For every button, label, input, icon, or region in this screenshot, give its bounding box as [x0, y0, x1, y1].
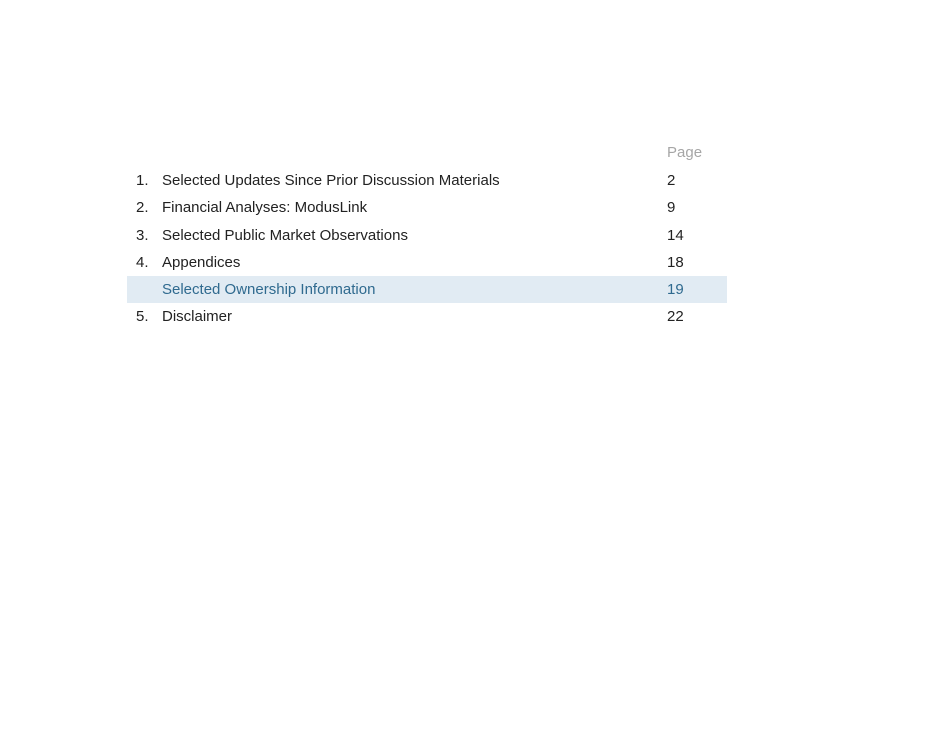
toc-entry-1[interactable]: [127, 167, 727, 194]
toc-entry-number: 1.: [136, 172, 149, 189]
toc-header: [127, 140, 727, 167]
toc-entry-selected-ownership[interactable]: [127, 276, 727, 303]
toc-entry-title: Selected Public Market Observations: [162, 226, 408, 244]
toc-entry-4[interactable]: [127, 249, 727, 276]
toc-entry-page: 19: [667, 281, 684, 299]
toc-entry-title: Appendices: [162, 253, 241, 271]
toc-entry-3[interactable]: [127, 222, 727, 249]
toc-entry-title: Financial Analyses: ModusLink: [162, 199, 368, 217]
toc-entry-title: Selected Ownership Information: [162, 281, 376, 299]
toc-entry-number: 3.: [136, 226, 149, 244]
toc-entry-page: 9: [667, 199, 676, 217]
toc-entry-number: 2.: [136, 199, 149, 217]
toc-entry-2[interactable]: [127, 194, 727, 221]
toc-entry-page: 14: [667, 226, 684, 244]
toc-entry-page: 2: [667, 172, 676, 189]
toc-entry-number: 5.: [136, 308, 149, 326]
toc-entry-page: 18: [667, 253, 684, 271]
toc-entry-number: 4.: [136, 253, 149, 271]
toc-entry-title: Disclaimer: [162, 308, 233, 326]
table-of-contents: [127, 140, 727, 331]
page-column-heading: Page: [667, 144, 703, 161]
toc-entry-page: 22: [667, 308, 684, 326]
toc-entry-title: Selected Updates Since Prior Discussion Materials: [162, 172, 500, 189]
toc-entry-5[interactable]: [127, 303, 727, 330]
